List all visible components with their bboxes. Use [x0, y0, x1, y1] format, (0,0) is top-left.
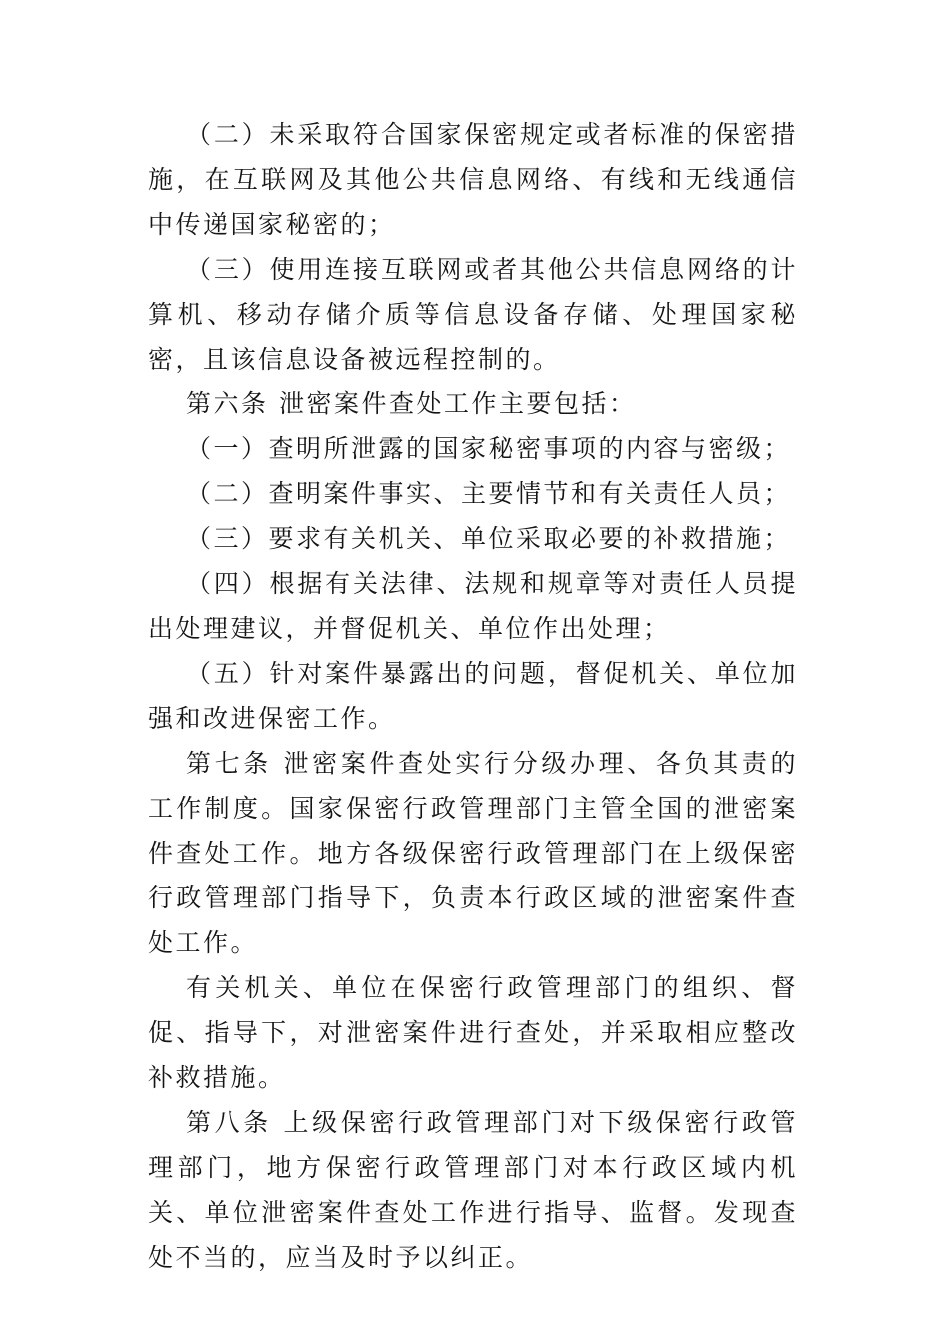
- document-body: [148, 113, 798, 1281]
- article-6-heading: 第六条 泄密案件查处工作主要包括：: [186, 389, 637, 419]
- article-7: 第七条 泄密案件查处实行分级办理、各负其责的工作制度。国家保密行政管理部门主管全国的泄密案件查处工作。地方各级保密行政管理部门在上级保密行政管理部门指导下，负责本行政区域的泄密案件查处工作。: [148, 748, 798, 958]
- article-8: 第八条 上级保密行政管理部门对下级保密行政管理部门，地方保密行政管理部门对本行政区域内机关、单位泄密案件查处工作进行指导、监督。发现查处不当的，应当及时予以纠正。: [148, 1107, 798, 1272]
- article-6-item-4: （四）根据有关法律、法规和规章等对责任人员提出处理建议，并督促机关、单位作出处理；: [148, 569, 798, 643]
- article-6-item-1: （一）查明所泄露的国家秘密事项的内容与密级；: [186, 434, 792, 464]
- paragraph-item-3-remote-controlled-device: （三）使用连接互联网或者其他公共信息网络的计算机、移动存储介质等信息设备存储、处理国家秘密，且该信息设备被远程控制的。: [148, 254, 798, 374]
- paragraph-item-2-not-secured-transmission: （二）未采取符合国家保密规定或者标准的保密措施，在互联网及其他公共信息网络、有线和无线通信中传递国家秘密的；: [148, 120, 798, 239]
- article-7-paragraph-2: 有关机关、单位在保密行政管理部门的组织、督促、指导下，对泄密案件进行查处，并采取相应整改补救措施。: [148, 973, 798, 1093]
- article-6-item-5: （五）针对案件暴露出的问题，督促机关、单位加强和改进保密工作。: [148, 658, 798, 733]
- article-6-item-3: （三）要求有关机关、单位采取必要的补救措施；: [186, 524, 792, 554]
- article-6-item-2: （二）查明案件事实、主要情节和有关责任人员；: [186, 479, 792, 509]
